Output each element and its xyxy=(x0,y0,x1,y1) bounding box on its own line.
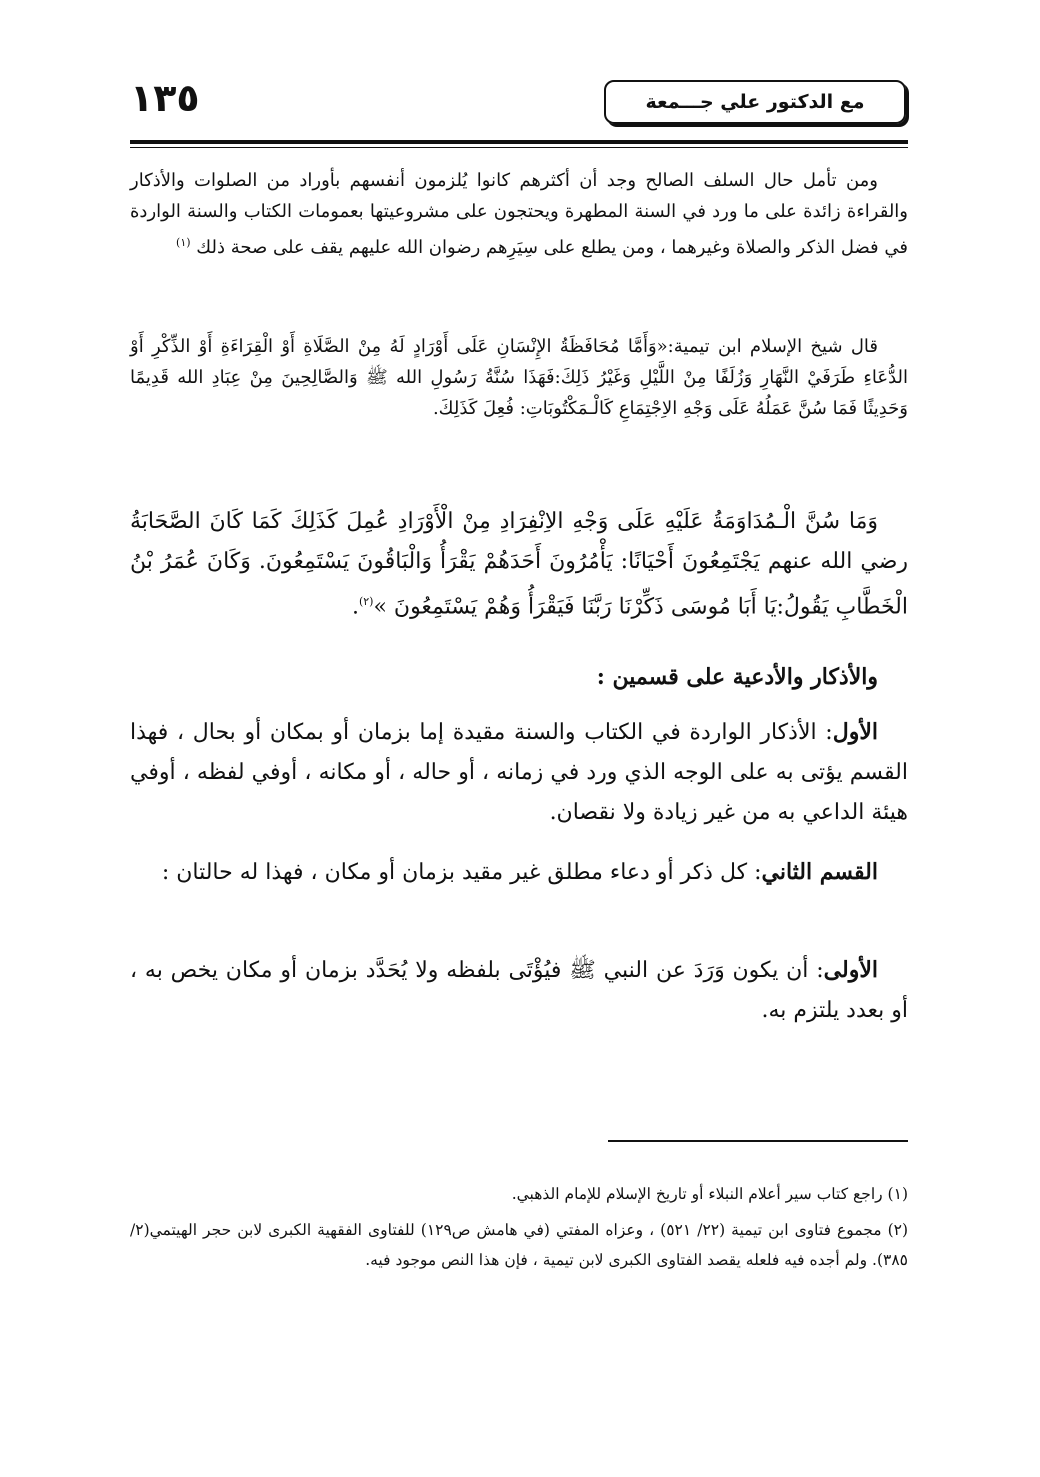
footnote-ref-2[interactable]: (٢) xyxy=(358,595,374,608)
paragraph-second-type xyxy=(130,852,908,893)
paragraph-first-case xyxy=(130,950,908,1031)
paragraph-label: الأول xyxy=(832,719,878,745)
paragraph-first-type xyxy=(130,712,908,833)
running-header-title: مع الدكتور علي جـــمعة xyxy=(645,91,865,113)
paragraph-text: : كل ذكر أو دعاء مطلق غير مقيد بزمان أو مكان ، فهذا له حالتان : xyxy=(161,860,762,885)
paragraph-text: ومن تأمل حال السلف الصالح وجد أن أكثرهم كانوا يُلزمون أنفسهم بأوراد من الصلوات والأذكار والقراءة زائدة على ما ورد في السنة المطهرة ويحتجون على مشروعيتها بعمومات الكتاب والسنة الواردة في فضل الذكر والصلاة وغيرهما ، ومن يطلع على سِيَرِهم رضوان الله عليهم يقف على صحة ذلك xyxy=(130,170,908,258)
paragraph-ibn-taymiyya-quote xyxy=(130,331,908,424)
paragraph-label: الأولى xyxy=(823,957,878,983)
running-header-box xyxy=(604,80,906,124)
paragraph-label: القسم الثاني xyxy=(761,859,878,885)
footnote-1: (١) راجع كتاب سير أعلام النبلاء أو تاريخ الإسلام للإمام الذهبي. xyxy=(511,1185,908,1203)
footnotes xyxy=(130,1179,908,1281)
footnote-ref-1[interactable]: (١) xyxy=(176,236,191,249)
header-rule-thin xyxy=(130,147,908,148)
paragraph-text: وَمَا سُنَّ الْـمُدَاوَمَةُ عَلَيْهِ عَلَى وَجْهِ الاِنْفِرَادِ مِنْ الْأَوْرَادِ عُمِلَ كَذَلِكَ كَمَا كَانَ الصَّحَابَةُ رضي الله عنهم يَجْتَمِعُونَ أَحْيَانًا: يَأْمُرُونَ أَحَدَهُمْ يَقْرَأُ وَالْبَاقُونَ يَسْتَمِعُونَ. وَكَانَ عُمَرُ بْنُ الْخَطَّابِ يَقُولُ:يَا أَبَا مُوسَى ذَكِّرْنَا رَبَّنَا فَيَقْرَأُ وَهُمْ يَسْتَمِعُونَ » xyxy=(130,509,908,620)
section-heading xyxy=(130,657,908,697)
paragraph-text: : أن يكون وَرَدَ عن النبي ﷺ فيُؤْتَى بلفظه ولا يُحَدَّد بزمان أو مكان يخص به ، أو بعدد يلتزم به. xyxy=(130,958,908,1023)
paragraph-end: . xyxy=(351,594,359,620)
page-number: ١٣٥ xyxy=(130,76,200,120)
footnote-separator xyxy=(608,1140,908,1142)
paragraph-salaf xyxy=(130,165,908,263)
paragraph-text: قال شيخ الإسلام ابن تيمية:«وَأَمَّا مُحَافَظَةُ الإِنْسَانِ عَلَى أَوْرَادٍ لَهُ مِنْ الصَّلَاةِ أَوْ الْقِرَاءَةِ أَوْ الذِّكْرِ أَوْ الدُّعَاءِ طَرَفَيْ النَّهَارِ وَزُلَفًا مِنْ اللَّيْلِ وَغَيْرُ ذَلِكَ:فَهَذَا سُنَّةُ رَسُولِ الله ﷺ وَالصَّالِحِينَ مِنْ عِبَادِ الله قَدِيمًا وَحَدِيثًا فَمَا سُنَّ عَمَلُهُ عَلَى وَجْهِ الاِجْتِمَاعِ كَالْـمَكْتُوبَاتِ: فُعِلَ كَذَلِكَ. xyxy=(130,336,908,419)
section-heading-text: والأذكار والأدعية على قسمين : xyxy=(596,664,878,690)
paragraph-quote-continued xyxy=(130,502,908,627)
footnote-2: (٢) مجموع فتاوى ابن تيمية (٢٢/ ٥٢١) ، وعزاه المفتي (في هامش ص١٢٩) للفتاوى الفقهية الكبرى لابن حجر الهيتمي(٢/ ٣٨٥). ولم أجده فيه فلعله يقصد الفتاوى الكبرى لابن تيمية ، فإن هذا النص موجود فيه. xyxy=(130,1221,909,1269)
paragraph-text: : الأذكار الواردة في الكتاب والسنة مقيدة إما بزمان أو بمكان أو بحال ، فهذا القسم يؤتى به على الوجه الذي ورد في زمانه ، أو حاله ، أو مكانه ، أوفي لفظه ، أوفي هيئة الداعي به من غير زيادة ولا نقصان. xyxy=(130,720,908,825)
header-rule xyxy=(130,140,908,144)
